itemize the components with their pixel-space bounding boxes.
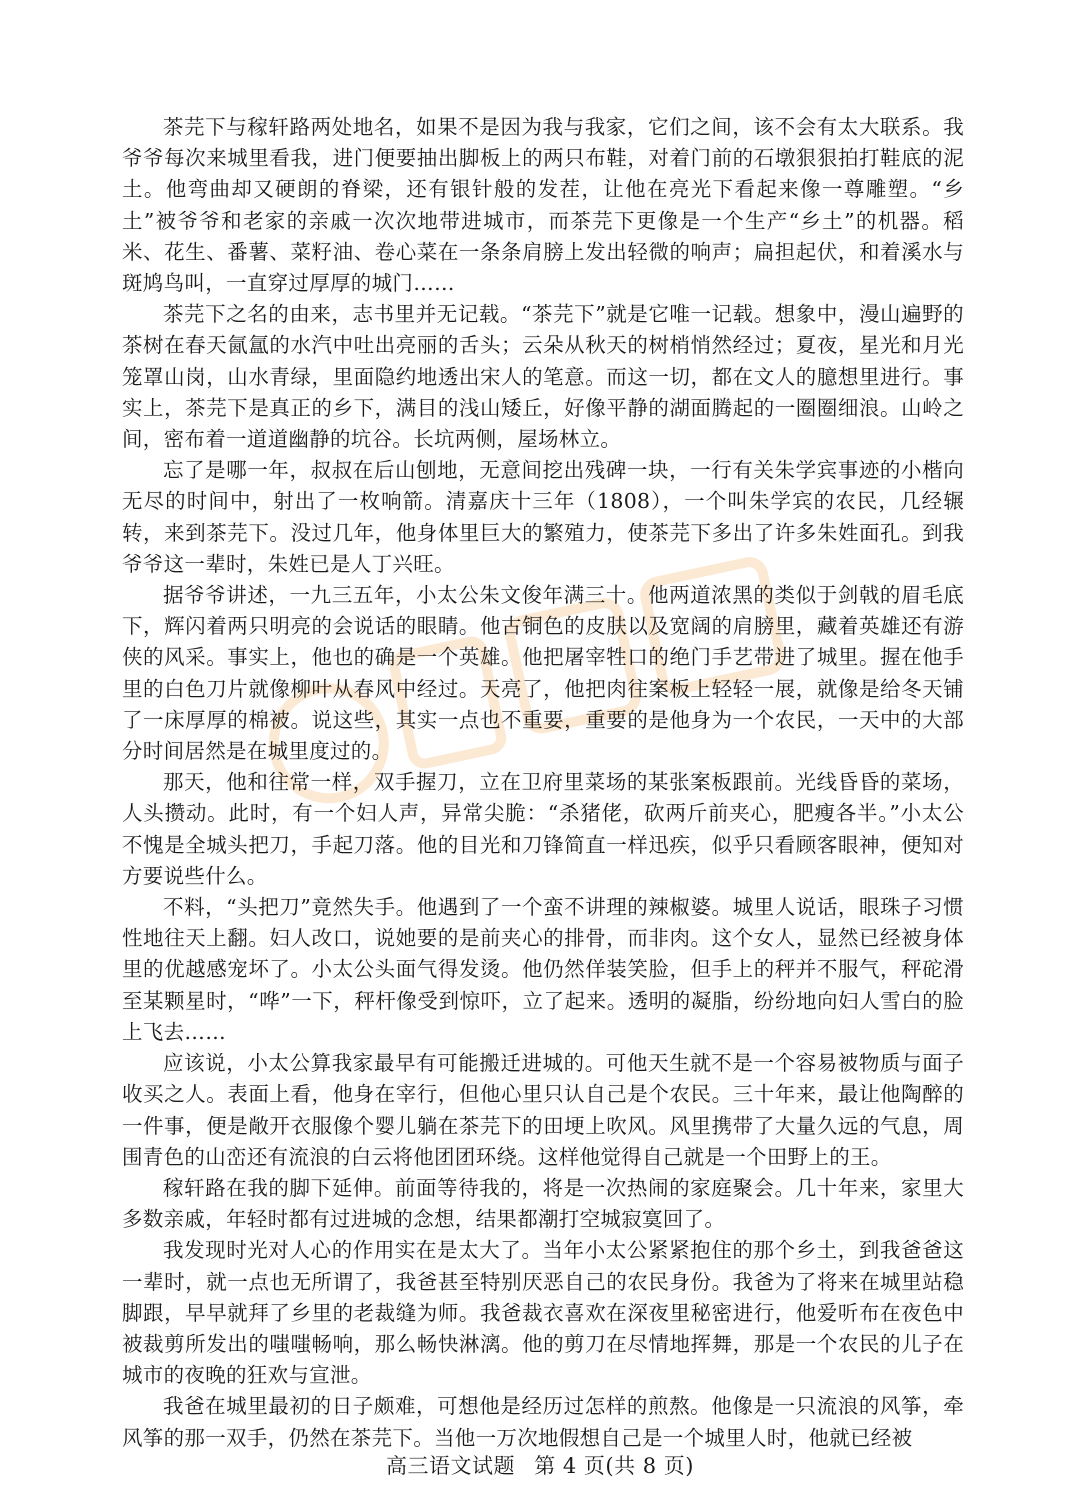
paragraph-4: 据爷爷讲述，一九三五年，小太公朱文俊年满三十。他两道浓黑的类似于剑戟的眉毛底下，辉闪着两只明亮的会说话的眼睛。他古铜色的皮肤以及宽阔的肩膀里，藏着英雄还有游侠的风采。事实上，他也的确是一个英雄。他把屠宰牲口的绝门手艺带进了城里。握在他手里的白色刀片就像柳叶从春风中经过。天亮了，他把肉往案板上轻轻一展，就像是给冬天铺了一床厚厚的棉被。说这些，其实一点也不重要，重要的是他身为一个农民，一天中的大部分时间居然是在城里度过的。 xyxy=(122,583,964,764)
paragraph-7: 应该说，小太公算我家最早有可能搬迁进城的。可他天生就不是一个容易被物质与面子收买之人。表面上看，他身在宰行，但他心里只认自己是个农民。三十年来，最让他陶醉的一件事，便是敞开衣服像个婴儿躺在茶芫下的田埂上吹风。风里携带了大量久远的气息，周围青色的山峦还有流浪的白云将他团团环绕。这样他觉得自己就是一个田野上的王。 xyxy=(122,1051,964,1169)
paragraph-2: 茶芫下之名的由来，志书里并无记载。“茶芫下”就是它唯一记载。想象中，漫山遍野的茶树在春天氤氲的水汽中吐出亮丽的舌头；云朵从秋天的树梢悄然经过；夏夜，星光和月光笼罩山岗，山水青绿，里面隐约地透出宋人的笔意。而这一切，都在文人的臆想里进行。事实上，茶芫下是真正的乡下，满目的浅山矮丘，好像平静的湖面腾起的一圈圈细浪。山岭之间，密布着一道道幽静的坑谷。长坑两侧，屋场林立。 xyxy=(122,302,964,452)
page-footer xyxy=(0,1450,1080,1480)
page-number: 第 4 页(共 8 页) xyxy=(534,1454,694,1478)
paragraph-10: 我爸在城里最初的日子颇难，可想他是经历过怎样的煎熬。他像是一只流浪的风筝，牵风筝的那一双手，仍然在茶芫下。当他一万次地假想自己是一个城里人时，他就已经被 xyxy=(122,1394,964,1450)
paragraph-6: 不料，“头把刀”竟然失手。他遇到了一个蛮不讲理的辣椒婆。城里人说话，眼珠子习惯性地往天上翻。妇人改口，说她要的是前夹心的排骨，而非肉。这个女人，显然已经被身体里的优越感宠坏了。小太公头面气得发烫。他仍然佯装笑脸，但手上的秤并不服气，秤砣滑至某颗星时，“哗”一下，秤杆像受到惊吓，立了起来。透明的凝脂，纷纷地向妇人雪白的脸上飞去…… xyxy=(122,895,964,1044)
paragraph-9: 我发现时光对人心的作用实在是太大了。当年小太公紧紧抱住的那个乡土，到我爸爸这一辈时，就一点也无所谓了，我爸甚至特别厌恶自己的农民身份。我爸为了将来在城里站稳脚跟，早早就拜了乡里的老裁缝为师。我爸裁衣喜欢在深夜里秘密进行，他爱听布在夜色中被裁剪所发出的嗤嗤畅响，那么畅快淋漓。他的剪刀在尽情地挥舞，那是一个农民的儿子在城市的夜晚的狂欢与宣泄。 xyxy=(122,1238,964,1388)
paragraph-8: 稼轩路在我的脚下延伸。前面等待我的，将是一次热闹的家庭聚会。几十年来，家里大多数亲戚，年轻时都有过进城的念想，结果都潮打空城寂寞回了。 xyxy=(122,1175,964,1232)
paragraph-3: 忘了是哪一年，叔叔在后山刨地，无意间挖出残碑一块，一行有关朱学宾事迹的小楷向无尽的时间中，射出了一枚响箭。清嘉庆十三年（1808），一个叫朱学宾的农民，几经辗转，来到茶芫下。没过几年，他身体里巨大的繁殖力，使茶芫下多出了许多朱姓面孔。到我爷爷这一辈时，朱姓已是人丁兴旺。 xyxy=(122,458,964,576)
paragraph-1: 茶芫下与稼轩路两处地名，如果不是因为我与我家，它们之间，该不会有太大联系。我爷爷每次来城里看我，进门便要抽出脚板上的两只布鞋，对着门前的石墩狠狠拍打鞋底的泥土。他弯曲却又硬朗的脊梁，还有银针般的发茬，让他在亮光下看起来像一尊雕塑。“乡土”被爷爷和老家的亲戚一次次地带进城市，而茶芫下更像是一个生产“乡土”的机器。稻米、花生、番薯、菜籽油、卷心菜在一条条肩膀上发出轻微的响声；扁担起伏，和着溪水与斑鸠鸟叫，一直穿过厚厚的城门…… xyxy=(122,115,964,296)
paragraph-5: 那天，他和往常一样，双手握刀，立在卫府里菜场的某张案板跟前。光线昏昏的菜场，人头攒动。此时，有一个妇人声，异常尖脆：“杀猪佬，砍两斤前夹心，肥瘦各半。”小太公不愧是全城头把刀，手起刀落。他的目光和刀锋简直一样迅疾，似乎只看顾客眼神，便知对方要说些什么。 xyxy=(122,770,964,888)
article-body xyxy=(122,112,964,1454)
exam-title: 高三语文试题 xyxy=(386,1454,515,1478)
